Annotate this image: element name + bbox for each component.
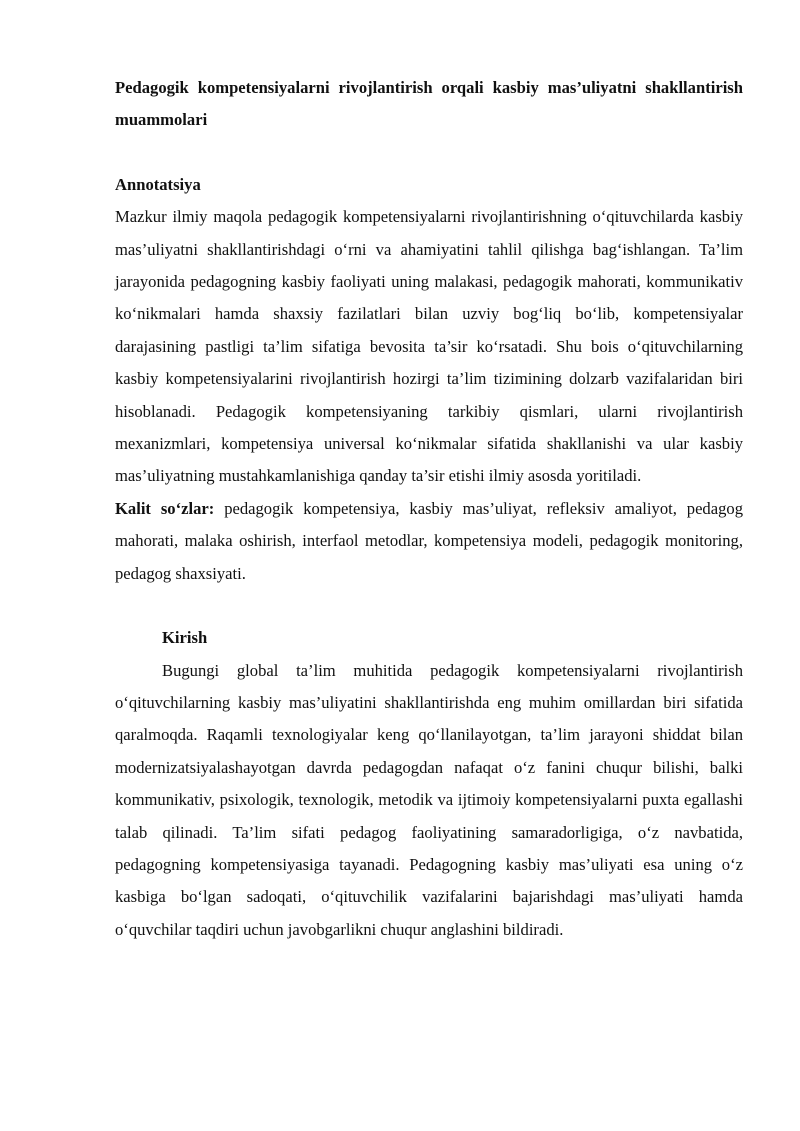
keywords-paragraph [115, 493, 743, 590]
spacer [115, 137, 743, 169]
annotation-paragraph: Mazkur ilmiy maqola pedagogik kompetensiyalarni rivojlantirishning o‘qituvchilarda kasbiy mas’uliyatni shakllantirishdagi o‘rni va ahamiyatini tahlil qilishga bag‘ishlangan. Ta’lim jarayonida pedagogning kasbiy faoliyati uning malakasi, pedagogik mahorati, kommunikativ ko‘nikmalari hamda shaxsiy fazilatlari bilan uzviy bog‘liq bo‘lib, kompetensiyalar darajasining pastligi ta’lim sifatiga bevosita ta’sir ko‘rsatadi. Shu bois o‘qituvchilarning kasbiy kompetensiyalarini rivojlantirish hozirgi ta’lim tizimining dolzarb vazifalaridan biri hisoblanadi. Pedagogik kompetensiyaning tarkibiy qismlari, ularni rivojlantirish mexanizmlari, kompetensiya universal ko‘nikmalar sifatida shakllanishi va ular kasbiy mas’uliyatning mustahkamlanishiga qanday ta’sir etishi ilmiy asosda yoritiladi. [115, 207, 743, 486]
intro-heading: Kirish [162, 628, 208, 648]
spacer [115, 590, 743, 622]
annotation-heading: Annotatsiya [115, 174, 201, 194]
intro-paragraph: Bugungi global ta’lim muhitida pedagogik kompetensiyalarni rivojlantirish o‘qituvchilarning kasbiy mas’uliyatini shakllantirishda eng muhim omillardan biri sifatida qaralmoqda. Raqamli texnologiyalar keng qo‘llanilayotgan, ta’lim jarayoni shiddat bilan modernizatsiyalashayotgan davrda pedagogdan nafaqat o‘z fanini chuqur bilishi, balki kommunikativ, psixologik, texnologik, metodik va ijtimoiy kompetensiyalarni puxta egallashi talab qilinadi. Ta’lim sifati pedagog faoliyatining samaradorligiga, o‘z navbatida, pedagogning kompetensiyasiga tayanadi. Pedagogning kasbiy mas’uliyati esa uning o‘z kasbiga bo‘lgan sadoqati, o‘qituvchilik vazifalarini bajarishdagi mas’uliyati hamda o‘quvchilar taqdiri uchun javobgarlikni chuqur anglashini bildiradi. [115, 660, 743, 939]
keywords-text: pedagogik kompetensiya, kasbiy mas’uliyat, refleksiv amaliyot, pedagog mahorati, malaka oshirish, interfaol metodlar, kompetensiya modeli, pedagogik monitoring, pedagog shaxsiyati. [115, 498, 743, 583]
article-title: Pedagogik kompetensiyalarni rivojlantirish orqali kasbiy mas’uliyatni shakllantirish muammolari [115, 78, 743, 130]
keywords-label: Kalit so‘zlar: [115, 498, 215, 518]
document-page [115, 72, 743, 946]
